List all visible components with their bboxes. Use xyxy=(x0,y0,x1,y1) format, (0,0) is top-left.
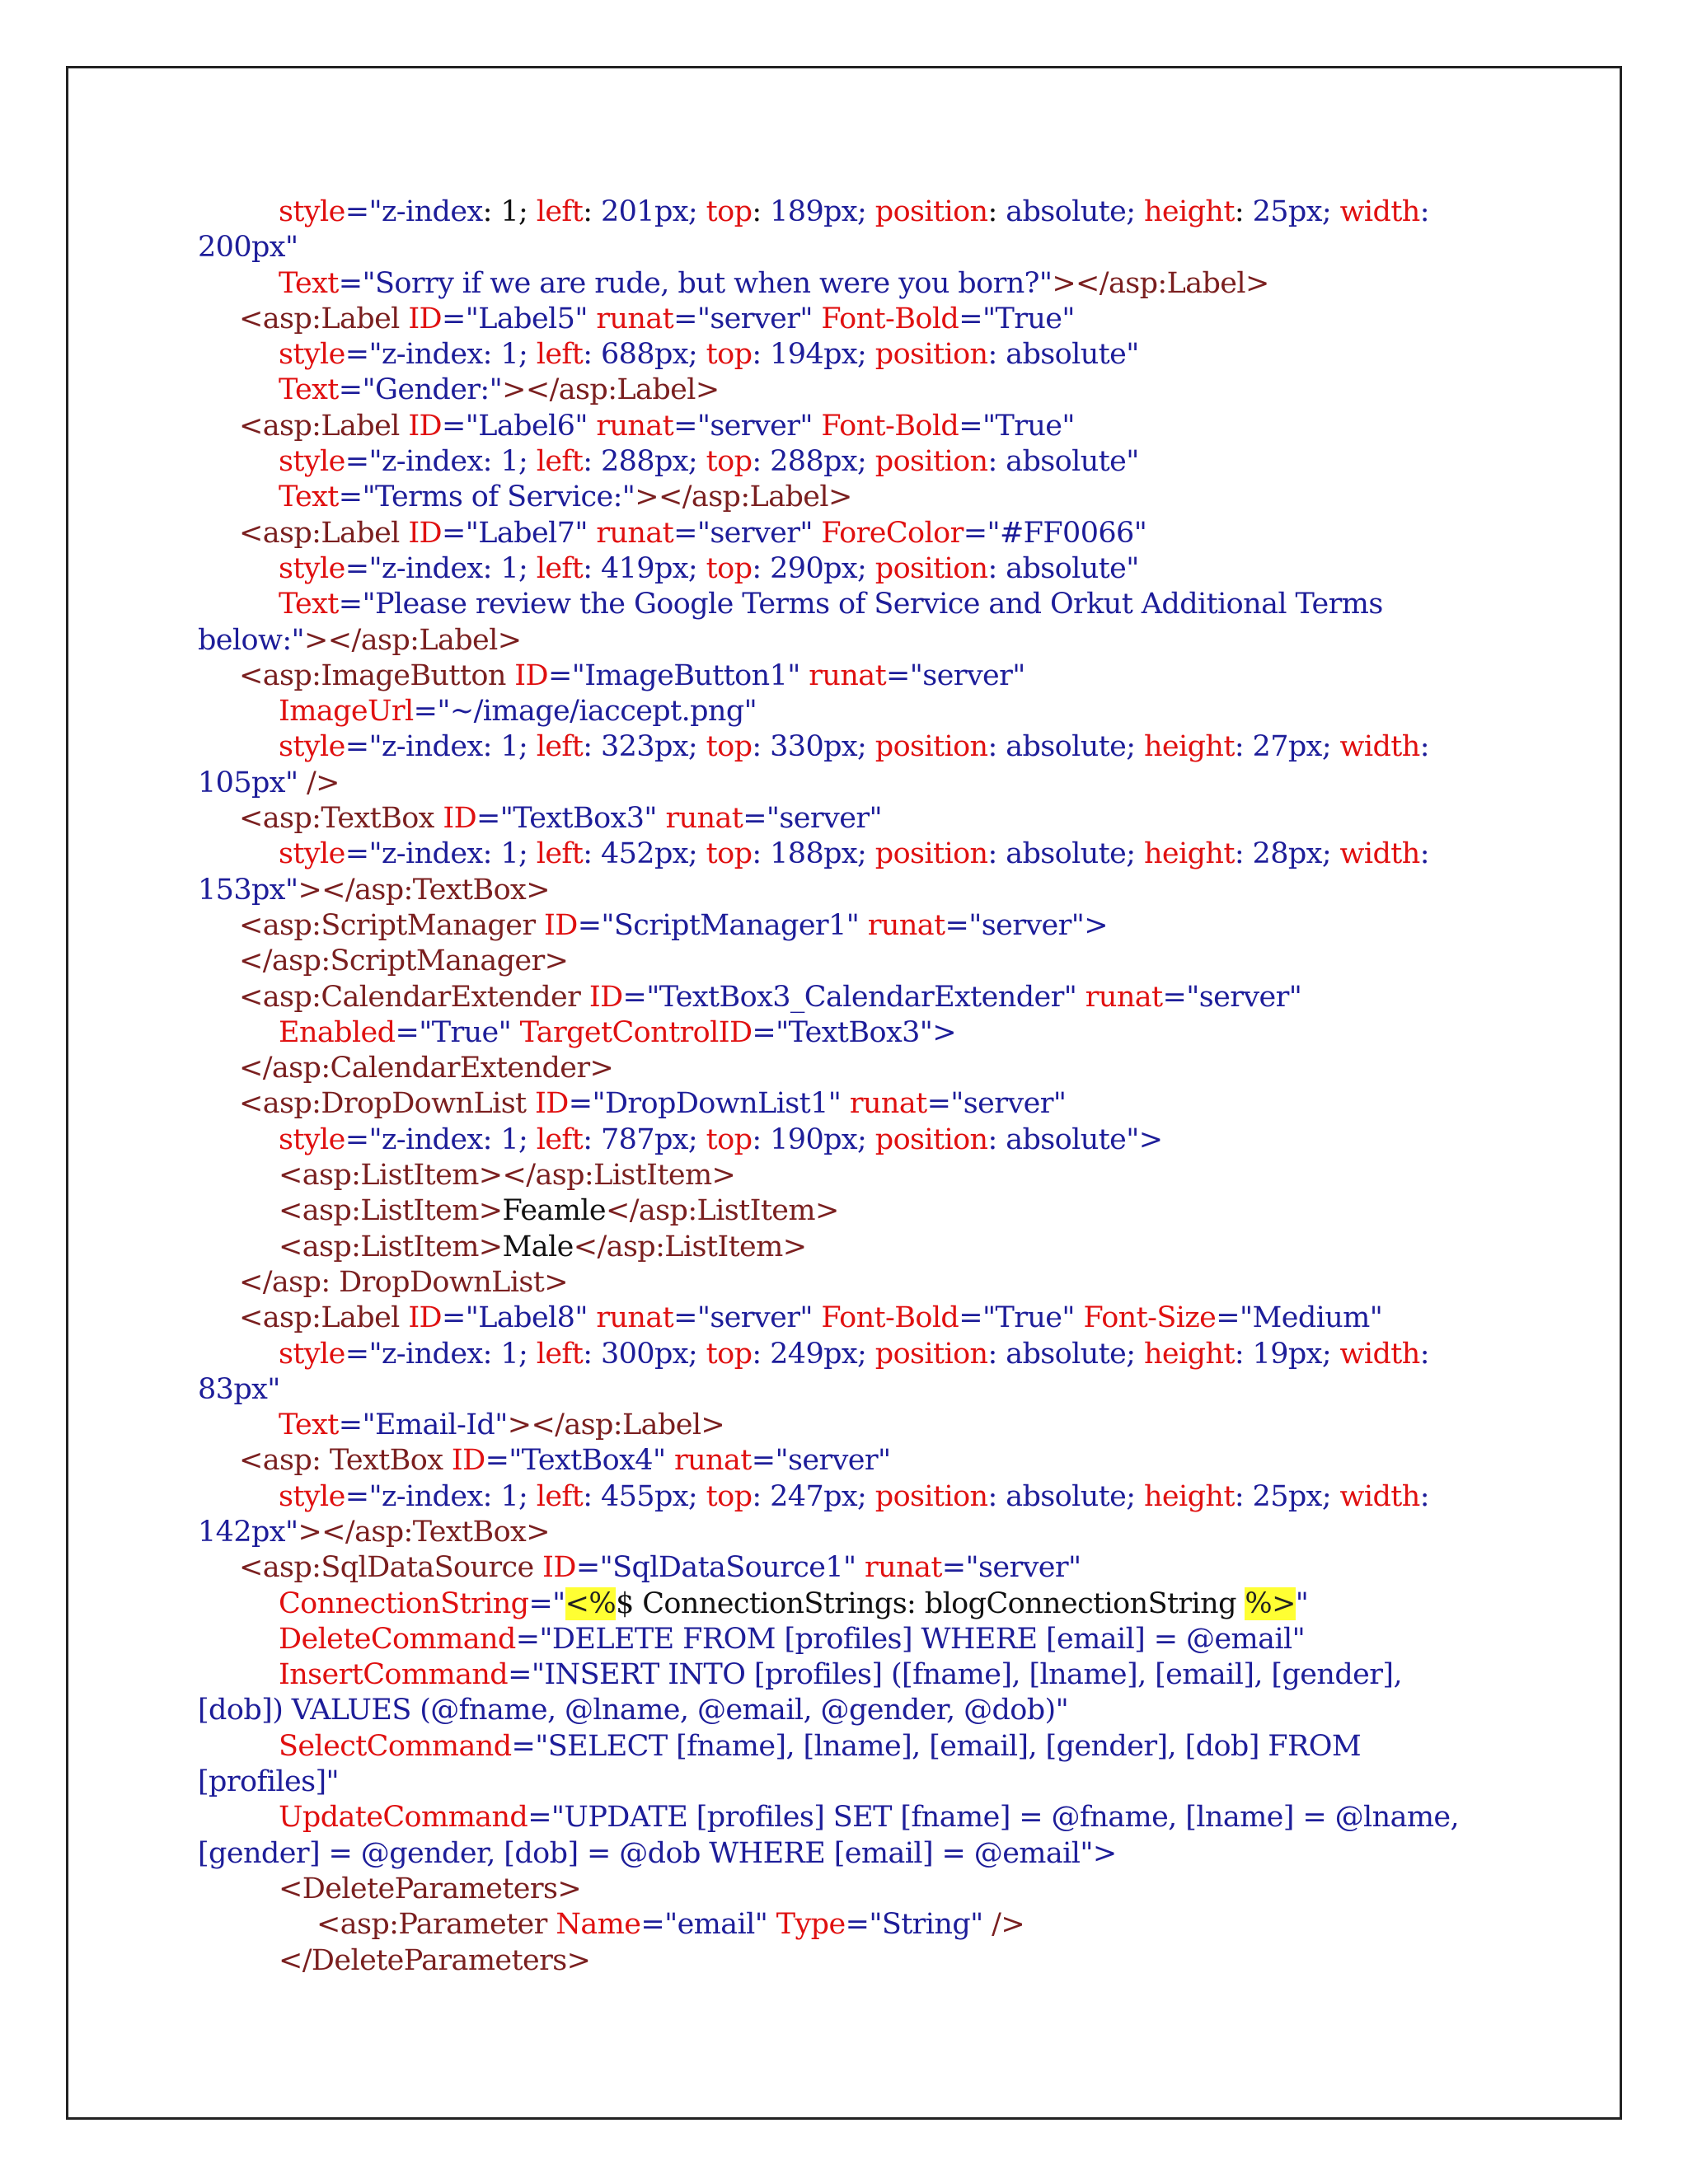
code-line xyxy=(198,837,1517,872)
code-line xyxy=(198,766,1517,801)
code-token: <asp:ImageButton xyxy=(239,658,515,692)
code-token: : xyxy=(752,195,771,228)
code-token: ></asp:TextBox> xyxy=(298,1515,550,1549)
code-token: : 688px; xyxy=(583,338,706,372)
code-token: style xyxy=(279,551,345,585)
code-token: runat xyxy=(673,1444,752,1478)
code-token: : 419px; xyxy=(583,551,706,585)
code-token: : 249px; xyxy=(752,1337,875,1371)
code-token: ID xyxy=(514,658,548,692)
code-token: : 330px; xyxy=(752,730,875,764)
code-token: ="TextBox3" xyxy=(476,802,666,836)
code-token: Type xyxy=(776,1908,846,1942)
code-line xyxy=(198,908,1517,944)
code-token: : xyxy=(583,195,601,228)
code-token: ="z-index: 1; xyxy=(345,1337,537,1371)
code-token: [gender] = @gender, [dob] = @dob WHERE [email] = @email"> xyxy=(198,1836,1117,1870)
code-line xyxy=(198,1301,1517,1336)
code-token: left xyxy=(536,338,584,372)
code-token: height xyxy=(1143,1479,1235,1513)
code-line xyxy=(198,658,1517,694)
code-token: style xyxy=(279,338,345,372)
code-token: 189px; xyxy=(770,195,875,228)
code-token: : xyxy=(1419,195,1429,228)
code-token: style xyxy=(279,195,345,228)
code-token: Font-Bold xyxy=(821,302,959,335)
code-token: style xyxy=(279,1479,345,1513)
code-token: left xyxy=(536,195,584,228)
code-token: <asp: TextBox xyxy=(239,1444,452,1478)
code-token: Name xyxy=(556,1908,641,1942)
code-token: ="server" xyxy=(926,1087,1067,1121)
code-token: top xyxy=(706,837,753,871)
code-token: runat xyxy=(596,516,674,550)
code-token: : 288px; xyxy=(752,445,875,479)
code-token: left xyxy=(536,551,584,585)
code-token: <DeleteParameters> xyxy=(279,1872,582,1905)
code-token: ID xyxy=(408,302,442,335)
code-line xyxy=(198,1550,1517,1586)
code-line xyxy=(198,694,1517,729)
code-token: : absolute; xyxy=(987,1479,1144,1513)
code-token: ></asp:Label> xyxy=(502,373,720,407)
code-token: top xyxy=(706,1337,753,1371)
code-token: ID xyxy=(588,980,623,1014)
code-line xyxy=(198,1230,1517,1265)
code-line xyxy=(198,1586,1517,1622)
code-line xyxy=(198,551,1517,587)
code-line xyxy=(198,1515,1517,1550)
code-token: : 247px; xyxy=(752,1479,875,1513)
code-token: runat xyxy=(596,409,674,443)
code-token: ="Please review the Google Terms of Service and Orkut Additional Terms xyxy=(338,588,1383,621)
code-token: : 787px; xyxy=(583,1122,706,1156)
code-line xyxy=(198,1443,1517,1479)
code-line xyxy=(198,516,1517,551)
code-token: position xyxy=(874,338,988,372)
code-token: : xyxy=(1234,195,1253,228)
code-token: ="email" xyxy=(640,1908,776,1942)
code-token: position xyxy=(874,1337,988,1371)
code-token: runat xyxy=(596,1301,674,1335)
code-token: ID xyxy=(451,1444,485,1478)
code-token: <asp:ScriptManager xyxy=(239,908,545,942)
code-token: ="DELETE FROM [profiles] WHERE [email] = @email" xyxy=(515,1622,1306,1656)
code-token: : 1; xyxy=(482,195,537,228)
code-token: ="SqlDataSource1" xyxy=(575,1551,865,1585)
code-token: ID xyxy=(544,908,578,942)
code-token: ="z-index: 1; xyxy=(345,837,537,871)
code-line xyxy=(198,980,1517,1015)
code-token: ="Sorry if we are rude, but when were you born?" xyxy=(338,266,1053,300)
code-line xyxy=(198,266,1517,302)
code-token: : 323px; xyxy=(583,730,706,764)
code-token: position xyxy=(874,195,988,228)
code-token: width xyxy=(1339,1337,1420,1371)
code-token: Font-Bold xyxy=(821,1301,959,1335)
code-token: ="True" xyxy=(959,1301,1084,1335)
code-token: runat xyxy=(1085,980,1163,1014)
code-token: <asp:TextBox xyxy=(239,802,443,836)
code-token: ="Terms of Service:" xyxy=(338,480,635,514)
code-line xyxy=(198,1051,1517,1086)
code-token: </DeleteParameters> xyxy=(279,1943,591,1977)
code-token: ="z-index xyxy=(345,195,483,228)
code-token: : absolute" xyxy=(987,445,1139,479)
code-line xyxy=(198,1622,1517,1657)
code-token: ForeColor xyxy=(821,516,964,550)
code-token: : 19px; xyxy=(1234,1337,1340,1371)
code-token: ="True" xyxy=(395,1015,520,1049)
code-token: left xyxy=(536,1122,584,1156)
code-line xyxy=(198,587,1517,622)
code-token: ="String" xyxy=(845,1908,992,1942)
code-line xyxy=(198,1479,1517,1515)
code-line xyxy=(198,1122,1517,1158)
code-token: width xyxy=(1339,730,1420,764)
code-token: ID xyxy=(542,1551,576,1585)
code-line xyxy=(198,373,1517,408)
code-token: ID xyxy=(408,1301,442,1335)
code-token: UpdateCommand xyxy=(279,1801,528,1835)
code-token: /> xyxy=(992,1908,1025,1942)
code-line xyxy=(198,1337,1517,1372)
code-token: 25px; xyxy=(1252,195,1340,228)
code-token: ="UPDATE [profiles] SET [fname] = @fname, [lname] = @lname, xyxy=(528,1801,1460,1835)
code-token: : 455px; xyxy=(583,1479,706,1513)
code-token: : 27px; xyxy=(1234,730,1340,764)
code-token: Font-Size xyxy=(1083,1301,1217,1335)
code-token: width xyxy=(1339,1479,1420,1513)
code-token: style xyxy=(279,837,345,871)
code-token: : 188px; xyxy=(752,837,875,871)
code-token: </asp: DropDownList> xyxy=(239,1265,568,1299)
code-token: TargetControlID xyxy=(519,1015,753,1049)
code-token: below:" xyxy=(198,623,305,657)
code-token: runat xyxy=(596,302,674,335)
code-token: <% xyxy=(565,1586,617,1620)
code-line xyxy=(198,302,1517,337)
code-token: runat xyxy=(865,1551,942,1585)
code-token: Text xyxy=(279,373,339,407)
code-token: ></asp:Label> xyxy=(635,480,852,514)
code-token: 201px; xyxy=(600,195,706,228)
code-token: <asp:ListItem> xyxy=(279,1230,503,1263)
code-token: style xyxy=(279,1122,345,1156)
code-line xyxy=(198,194,1517,230)
code-token: top xyxy=(706,1479,753,1513)
code-token: ="server" xyxy=(673,409,822,443)
code-token: top xyxy=(706,551,753,585)
code-token: <asp:DropDownList xyxy=(239,1087,536,1121)
code-token: : absolute; xyxy=(987,1337,1144,1371)
code-line xyxy=(198,801,1517,837)
code-line xyxy=(198,873,1517,908)
code-token: <asp:Parameter xyxy=(316,1908,556,1942)
code-token: SelectCommand xyxy=(279,1729,512,1763)
code-token: ="server" xyxy=(886,658,1025,692)
code-token: Text xyxy=(279,480,339,514)
code-token: top xyxy=(706,338,753,372)
code-line xyxy=(198,444,1517,480)
code-token: ID xyxy=(408,516,442,550)
code-token: ="server" xyxy=(941,1551,1081,1585)
code-token: <asp:Label xyxy=(239,1301,409,1335)
code-token: ="server" xyxy=(673,302,822,335)
code-token: DeleteCommand xyxy=(279,1622,516,1656)
code-token: left xyxy=(536,837,584,871)
code-line xyxy=(198,729,1517,765)
code-token: ConnectionString xyxy=(279,1586,529,1620)
code-token: 83px" xyxy=(198,1372,280,1406)
code-listing xyxy=(198,194,1517,1979)
code-line xyxy=(198,1800,1517,1835)
code-token: Male xyxy=(502,1230,574,1263)
code-line xyxy=(198,1015,1517,1051)
code-token: position xyxy=(874,837,988,871)
code-token: ></asp:TextBox> xyxy=(298,873,550,907)
code-token: ID xyxy=(535,1087,569,1121)
code-token: ="SELECT [fname], [lname], [email], [gender], [dob] FROM xyxy=(511,1729,1362,1763)
code-token: ></asp:Label> xyxy=(1052,266,1269,300)
code-token: ="z-index: 1; xyxy=(345,730,537,764)
code-line xyxy=(198,230,1517,265)
code-line xyxy=(198,1265,1517,1301)
code-line xyxy=(198,337,1517,373)
code-token: ="Label7" xyxy=(442,516,597,550)
code-token: ></asp:Label> xyxy=(304,623,522,657)
code-token: ="TextBox3"> xyxy=(752,1015,957,1049)
code-token: height xyxy=(1143,195,1235,228)
code-token: <asp:Label xyxy=(239,409,409,443)
code-token: : xyxy=(1419,1479,1429,1513)
code-line xyxy=(198,623,1517,658)
code-line xyxy=(198,1408,1517,1443)
code-line xyxy=(198,1907,1517,1943)
code-token: : xyxy=(1419,730,1429,764)
code-token: <asp:ListItem></asp:ListItem> xyxy=(279,1159,736,1193)
code-token: ="server" xyxy=(1162,980,1302,1014)
code-token: </asp:ListItem> xyxy=(606,1194,839,1228)
code-token: InsertCommand xyxy=(279,1658,509,1692)
code-token: Text xyxy=(279,266,339,300)
code-line xyxy=(198,1693,1517,1728)
code-token: : absolute" xyxy=(987,551,1139,585)
code-token: : 25px; xyxy=(1234,1479,1340,1513)
code-token: top xyxy=(706,195,753,228)
code-line xyxy=(198,1872,1517,1907)
code-token: 142px" xyxy=(198,1515,298,1549)
code-token: </asp:ScriptManager> xyxy=(239,944,569,978)
code-token: /> xyxy=(306,766,340,799)
code-token: left xyxy=(536,445,584,479)
code-token: ="z-index: 1; xyxy=(345,338,537,372)
code-token: width xyxy=(1339,837,1420,871)
code-token: top xyxy=(706,730,753,764)
code-token: : 288px; xyxy=(583,445,706,479)
code-token: style xyxy=(279,1337,345,1371)
code-token: ID xyxy=(408,409,442,443)
code-token: ="ScriptManager1" xyxy=(577,908,868,942)
code-line xyxy=(198,1193,1517,1229)
code-token: $ ConnectionStrings: blogConnectionString xyxy=(616,1586,1245,1620)
code-token: ="server" xyxy=(751,1444,891,1478)
code-line xyxy=(198,480,1517,515)
code-token: height xyxy=(1143,730,1235,764)
code-line xyxy=(198,944,1517,979)
code-token: : absolute" xyxy=(987,338,1139,372)
code-token: ImageUrl xyxy=(279,695,414,729)
code-token: </asp:CalendarExtender> xyxy=(239,1052,614,1085)
code-token: ="z-index: 1; xyxy=(345,1122,537,1156)
code-token: runat xyxy=(867,908,945,942)
code-token: <asp:ListItem> xyxy=(279,1194,503,1228)
code-token: ="z-index: 1; xyxy=(345,551,537,585)
code-token: : 452px; xyxy=(583,837,706,871)
code-token: : 300px; xyxy=(583,1337,706,1371)
code-token: [dob]) VALUES (@fname, @lname, @email, @gender, @dob)" xyxy=(198,1694,1069,1727)
code-token: : xyxy=(987,195,1006,228)
code-token: ="server" xyxy=(673,1301,822,1335)
code-token: <asp:SqlDataSource xyxy=(239,1551,543,1585)
code-token: ="server"> xyxy=(945,908,1108,942)
code-token: <asp:Label xyxy=(239,516,409,550)
code-line xyxy=(198,1657,1517,1693)
code-line xyxy=(198,1765,1517,1800)
code-token: ="Label5" xyxy=(442,302,597,335)
code-token: position xyxy=(874,730,988,764)
code-line xyxy=(198,1158,1517,1193)
code-token: ="server" xyxy=(743,802,882,836)
code-token: position xyxy=(874,551,988,585)
code-line xyxy=(198,1943,1517,1979)
code-token: style xyxy=(279,730,345,764)
code-token: left xyxy=(536,730,584,764)
code-token: <asp:Label xyxy=(239,302,409,335)
code-token: runat xyxy=(665,802,743,836)
code-line xyxy=(198,1836,1517,1872)
code-token: ="Label8" xyxy=(442,1301,597,1335)
code-token: position xyxy=(874,1479,988,1513)
code-token: height xyxy=(1143,837,1235,871)
code-token: Enabled xyxy=(279,1015,396,1049)
code-token: 105px" xyxy=(198,766,307,799)
code-token: ="z-index: 1; xyxy=(345,1479,537,1513)
code-token: %> xyxy=(1245,1586,1296,1620)
code-token: top xyxy=(706,1122,753,1156)
code-token: : 194px; xyxy=(752,338,875,372)
code-token: ="True" xyxy=(959,409,1075,443)
code-token: <asp:CalendarExtender xyxy=(239,980,589,1014)
code-token: ="INSERT INTO [profiles] ([fname], [lname], [email], [gender], xyxy=(508,1658,1402,1692)
code-token: runat xyxy=(849,1087,927,1121)
code-token: height xyxy=(1143,1337,1235,1371)
code-token: : absolute; xyxy=(987,837,1144,871)
code-token: ="True" xyxy=(959,302,1075,335)
code-token: 153px" xyxy=(198,873,298,907)
code-token: style xyxy=(279,445,345,479)
code-token: Text xyxy=(279,1408,339,1442)
code-token: ID xyxy=(443,802,477,836)
code-token: Text xyxy=(279,588,339,621)
code-token: : xyxy=(1419,1337,1429,1371)
code-token: ="ImageButton1" xyxy=(547,658,809,692)
code-token: Feamle xyxy=(502,1194,606,1228)
code-token: absolute; xyxy=(1006,195,1144,228)
code-token: width xyxy=(1339,195,1420,228)
code-token: ="z-index: 1; xyxy=(345,445,537,479)
code-token: : 190px; xyxy=(752,1122,875,1156)
code-token: ="TextBox3_CalendarExtender" xyxy=(622,980,1085,1014)
code-line xyxy=(198,1086,1517,1122)
code-token: " xyxy=(1295,1586,1309,1620)
code-token: : 290px; xyxy=(752,551,875,585)
code-token: [profiles]" xyxy=(198,1765,340,1799)
code-token: top xyxy=(706,445,753,479)
code-token: : absolute"> xyxy=(987,1122,1163,1156)
code-line xyxy=(198,409,1517,444)
code-token: ="~/image/iaccept.png" xyxy=(413,695,757,729)
code-token: : 28px; xyxy=(1234,837,1340,871)
code-token: left xyxy=(536,1337,584,1371)
code-token: ="Email-Id" xyxy=(338,1408,508,1442)
code-token: Font-Bold xyxy=(821,409,959,443)
code-token: ="DropDownList1" xyxy=(568,1087,850,1121)
code-token: ="Label6" xyxy=(442,409,597,443)
code-token: 200px" xyxy=(198,231,298,265)
code-token: position xyxy=(874,445,988,479)
code-token: runat xyxy=(809,658,887,692)
code-token: ="#FF0066" xyxy=(963,516,1147,550)
code-token: </asp:ListItem> xyxy=(573,1230,807,1263)
code-token: =" xyxy=(528,1586,565,1620)
code-token: : absolute; xyxy=(987,730,1144,764)
code-line xyxy=(198,1729,1517,1765)
code-token: ="server" xyxy=(673,516,822,550)
code-token: ="Gender:" xyxy=(338,373,503,407)
code-line xyxy=(198,1372,1517,1408)
code-token: ="TextBox4" xyxy=(485,1444,674,1478)
code-token: left xyxy=(536,1479,584,1513)
code-token: position xyxy=(874,1122,988,1156)
code-token: ="Medium" xyxy=(1216,1301,1383,1335)
code-token: : xyxy=(1419,837,1429,871)
code-token: ></asp:Label> xyxy=(507,1408,725,1442)
